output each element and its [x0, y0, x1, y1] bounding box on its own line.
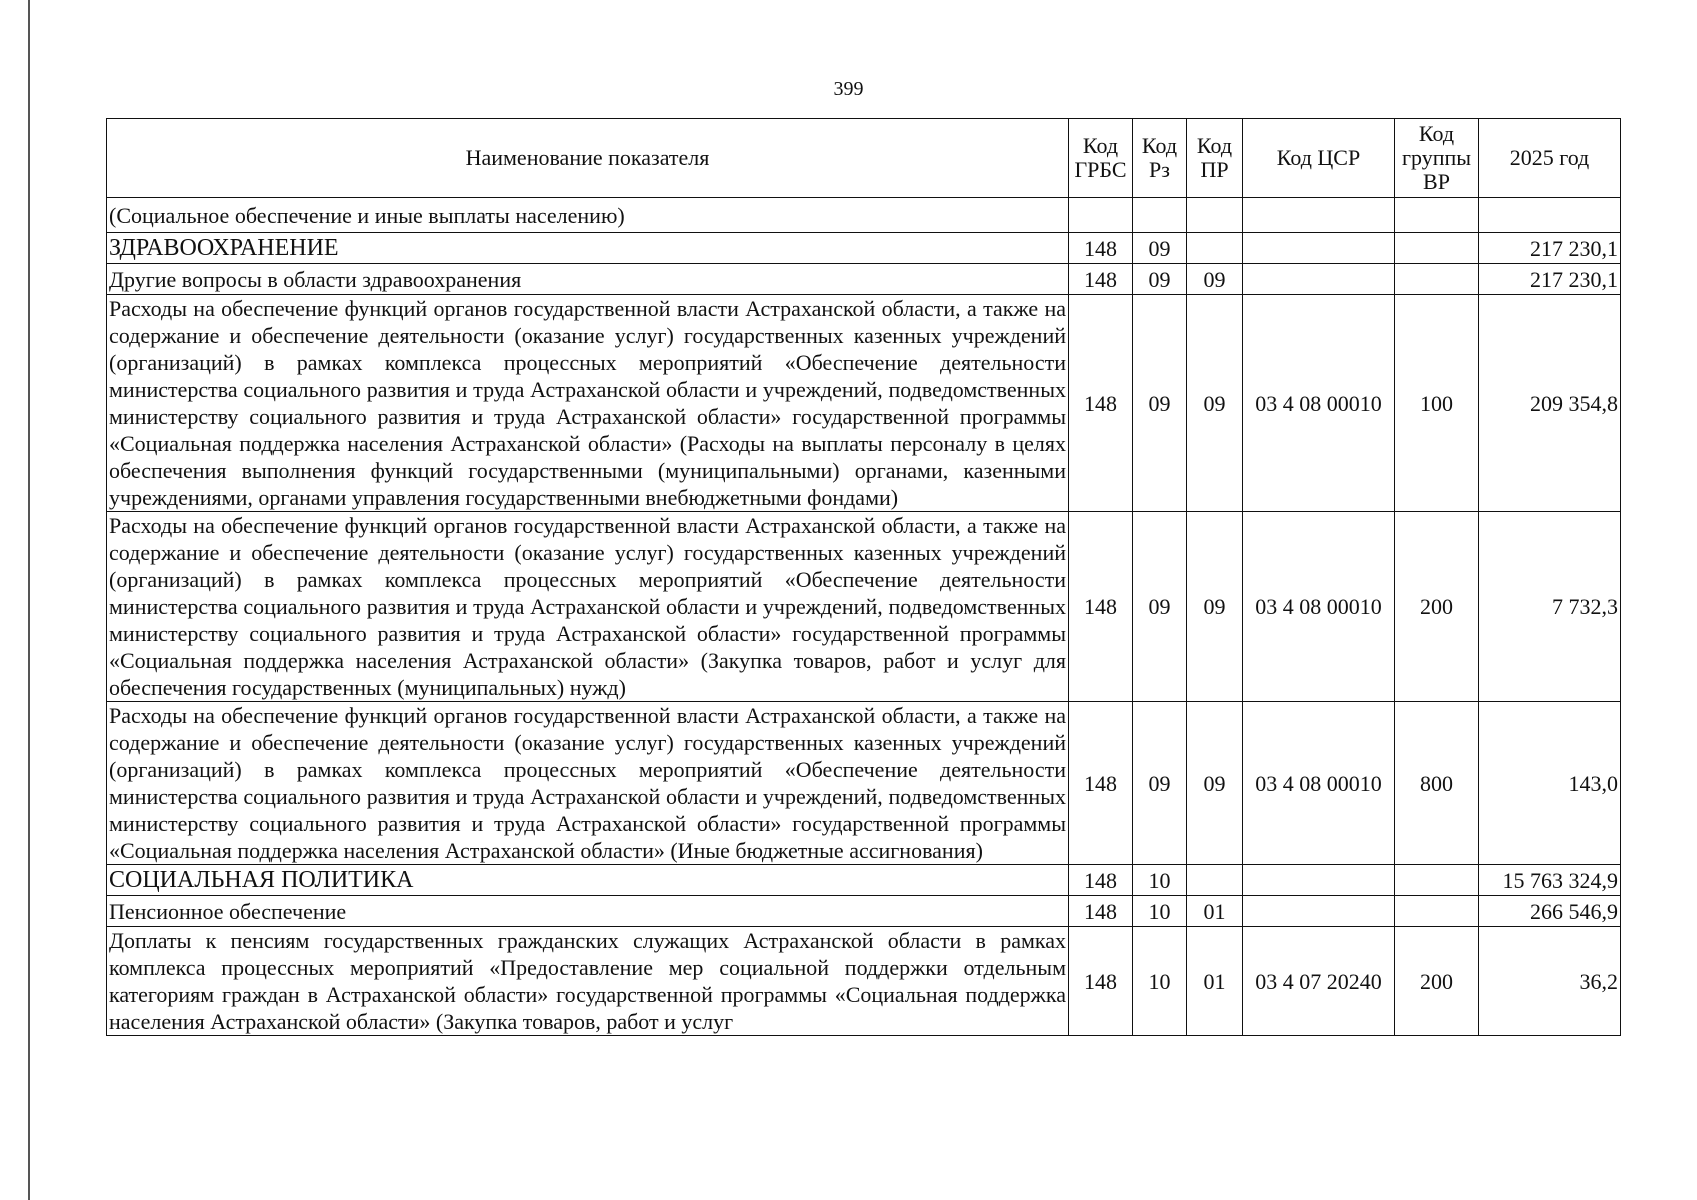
row-grbs [1069, 198, 1133, 233]
row-rz: 09 [1133, 295, 1187, 512]
row-vr [1395, 233, 1479, 264]
row-name: Пенсионное обеспечение [107, 896, 1069, 927]
row-amount: 217 230,1 [1479, 233, 1621, 264]
header-vr: Код группы ВР [1395, 119, 1479, 198]
header-csr: Код ЦСР [1243, 119, 1395, 198]
table-row [107, 295, 1621, 512]
row-vr: 100 [1395, 295, 1479, 512]
row-grbs: 148 [1069, 233, 1133, 264]
row-csr: 03 4 08 00010 [1243, 512, 1395, 702]
row-pr: 09 [1187, 512, 1243, 702]
row-rz: 09 [1133, 233, 1187, 264]
row-vr [1395, 264, 1479, 295]
table-row [107, 896, 1621, 927]
row-pr: 01 [1187, 896, 1243, 927]
row-name: Расходы на обеспечение функций органов государственной власти Астраханской области, а также на содержание и обеспечение деятельности (оказание услуг) государственных казенных учреждений (организаций) в рамках комплекса процессных мероприятий «Обеспечение деятельности министерства социального развития и труда Астраханской области и учреждений, подведомственных министерству социального развития и труда Астраханской области» государственной программы «Социальная поддержка населения Астраханской области» (Закупка товаров, работ и услуг для обеспечения государственных (муниципальных) нужд) [107, 512, 1069, 702]
row-name: ЗДРАВООХРАНЕНИЕ [107, 233, 1069, 264]
row-vr: 800 [1395, 702, 1479, 865]
header-name: Наименование показателя [107, 119, 1069, 198]
row-vr [1395, 865, 1479, 896]
table-row [107, 233, 1621, 264]
row-amount: 217 230,1 [1479, 264, 1621, 295]
row-csr: 03 4 07 20240 [1243, 927, 1395, 1036]
row-csr: 03 4 08 00010 [1243, 295, 1395, 512]
row-amount: 36,2 [1479, 927, 1621, 1036]
row-pr [1187, 865, 1243, 896]
row-grbs: 148 [1069, 295, 1133, 512]
row-vr [1395, 198, 1479, 233]
row-grbs: 148 [1069, 865, 1133, 896]
scan-edge-line [28, 0, 30, 1200]
row-name: Другие вопросы в области здравоохранения [107, 264, 1069, 295]
row-rz: 10 [1133, 865, 1187, 896]
header-year: 2025 год [1479, 119, 1621, 198]
row-name: Расходы на обеспечение функций органов государственной власти Астраханской области, а также на содержание и обеспечение деятельности (оказание услуг) государственных казенных учреждений (организаций) в рамках комплекса процессных мероприятий «Обеспечение деятельности министерства социального развития и труда Астраханской области и учреждений, подведомственных министерству социального развития и труда Астраханской области» государственной программы «Социальная поддержка населения Астраханской области» (Расходы на выплаты персоналу в целях обеспечения выполнения функций государственными (муниципальными) органами, казенными учреждениями, органами управления государственными внебюджетными фондами) [107, 295, 1069, 512]
row-pr [1187, 198, 1243, 233]
row-pr: 09 [1187, 702, 1243, 865]
row-pr [1187, 233, 1243, 264]
row-amount [1479, 198, 1621, 233]
row-rz [1133, 198, 1187, 233]
header-rz: Код Рз [1133, 119, 1187, 198]
row-rz: 10 [1133, 927, 1187, 1036]
table-row [107, 927, 1621, 1036]
page-number: 399 [833, 78, 864, 100]
row-grbs: 148 [1069, 927, 1133, 1036]
header-grbs: Код ГРБС [1069, 119, 1133, 198]
row-amount: 143,0 [1479, 702, 1621, 865]
table-row [107, 198, 1621, 233]
row-rz: 09 [1133, 702, 1187, 865]
row-csr [1243, 896, 1395, 927]
table-header-row [107, 119, 1621, 198]
header-pr: Код ПР [1187, 119, 1243, 198]
row-rz: 10 [1133, 896, 1187, 927]
row-amount: 266 546,9 [1479, 896, 1621, 927]
row-grbs: 148 [1069, 702, 1133, 865]
row-vr: 200 [1395, 927, 1479, 1036]
row-rz: 09 [1133, 264, 1187, 295]
row-vr: 200 [1395, 512, 1479, 702]
table-row [107, 512, 1621, 702]
budget-table [106, 118, 1621, 1036]
row-csr [1243, 865, 1395, 896]
row-name: (Социальное обеспечение и иные выплаты населению) [107, 198, 1069, 233]
table-row [107, 264, 1621, 295]
table-row [107, 702, 1621, 865]
row-csr [1243, 264, 1395, 295]
row-grbs: 148 [1069, 264, 1133, 295]
row-amount: 7 732,3 [1479, 512, 1621, 702]
row-amount: 15 763 324,9 [1479, 865, 1621, 896]
row-csr [1243, 198, 1395, 233]
row-grbs: 148 [1069, 512, 1133, 702]
row-csr [1243, 233, 1395, 264]
row-name: Расходы на обеспечение функций органов государственной власти Астраханской области, а также на содержание и обеспечение деятельности (оказание услуг) государственных казенных учреждений (организаций) в рамках комплекса процессных мероприятий «Обеспечение деятельности министерства социального развития и труда Астраханской области и учреждений, подведомственных министерству социального развития и труда Астраханской области» государственной программы «Социальная поддержка населения Астраханской области» (Иные бюджетные ассигнования) [107, 702, 1069, 865]
table-row [107, 865, 1621, 896]
row-pr: 09 [1187, 264, 1243, 295]
row-pr: 01 [1187, 927, 1243, 1036]
row-rz: 09 [1133, 512, 1187, 702]
row-vr [1395, 896, 1479, 927]
row-grbs: 148 [1069, 896, 1133, 927]
row-name: Доплаты к пенсиям государственных гражданских служащих Астраханской области в рамках комплекса процессных мероприятий «Предоставление мер социальной поддержки отдельным категориям граждан в Астраханской области» государственной программы «Социальная поддержка населения Астраханской области» (Закупка товаров, работ и услуг [107, 927, 1069, 1036]
row-pr: 09 [1187, 295, 1243, 512]
row-csr: 03 4 08 00010 [1243, 702, 1395, 865]
row-name: СОЦИАЛЬНАЯ ПОЛИТИКА [107, 865, 1069, 896]
row-amount: 209 354,8 [1479, 295, 1621, 512]
